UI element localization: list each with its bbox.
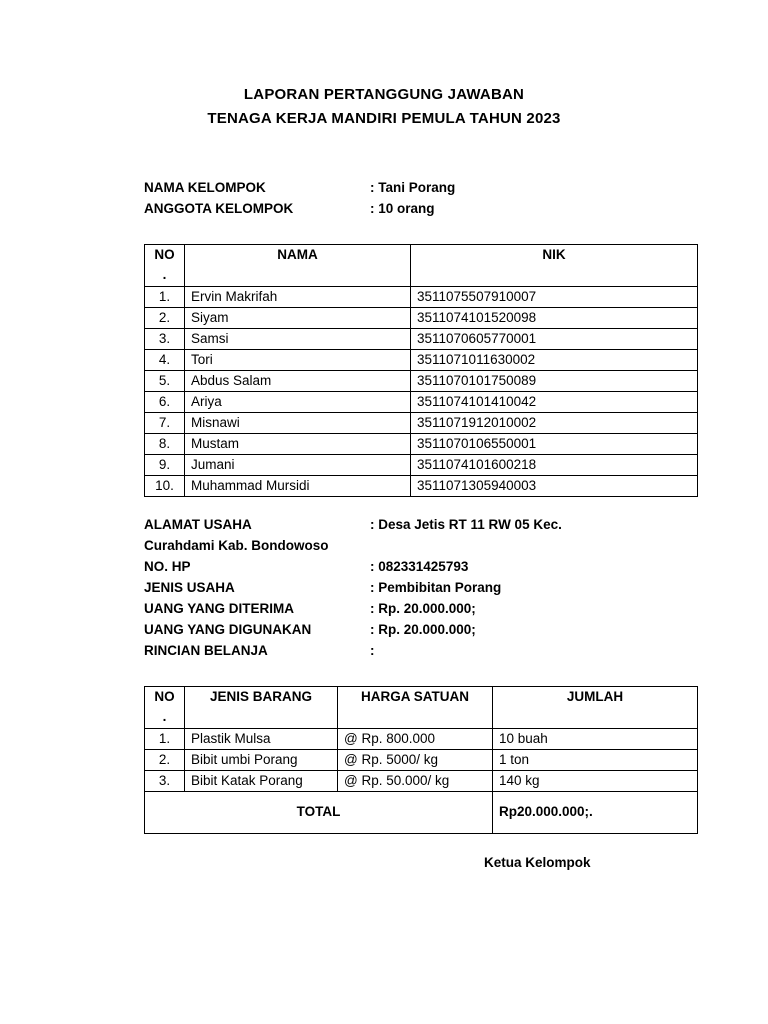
- header-item: JENIS BARANG: [185, 687, 338, 729]
- item-price: @ Rp. 800.000: [338, 729, 493, 750]
- phone-row: [144, 556, 684, 577]
- spending-detail-value: :: [370, 643, 375, 658]
- members-table: [144, 244, 698, 497]
- items-table: [144, 686, 698, 834]
- business-type-row: [144, 577, 684, 598]
- member-name: Abdus Salam: [185, 371, 411, 392]
- address-continuation: Curahdami Kab. Bondowoso: [144, 538, 329, 553]
- member-no: 2.: [145, 308, 185, 329]
- member-no: 8.: [145, 434, 185, 455]
- phone-value: : 082331425793: [370, 559, 469, 574]
- member-row: [145, 434, 698, 455]
- report-subtitle: TENAGA KERJA MANDIRI PEMULA TAHUN 2023: [207, 110, 561, 127]
- address-label: ALAMAT USAHA: [144, 517, 252, 532]
- money-received-row: [144, 598, 684, 619]
- member-row: [145, 308, 698, 329]
- business-type-label: JENIS USAHA: [144, 580, 235, 595]
- total-row: [145, 792, 698, 834]
- group-info: [144, 177, 684, 219]
- member-no: 3.: [145, 329, 185, 350]
- member-no: 1.: [145, 287, 185, 308]
- member-nik: 3511070101750089: [411, 371, 698, 392]
- member-no: 9.: [145, 455, 185, 476]
- business-type-value: : Pembibitan Porang: [370, 580, 502, 595]
- item-price: @ Rp. 50.000/ kg: [338, 771, 493, 792]
- total-value: Rp20.000.000;.: [493, 792, 698, 834]
- member-name: Samsi: [185, 329, 411, 350]
- header-price: HARGA SATUAN: [338, 687, 493, 729]
- header-nik: NIK: [411, 245, 698, 287]
- group-name-value: : Tani Porang: [370, 180, 456, 195]
- member-row: [145, 476, 698, 497]
- header-name: NAMA: [185, 245, 411, 287]
- group-name-row: [144, 177, 684, 198]
- member-nik: 3511074101410042: [411, 392, 698, 413]
- report-title: LAPORAN PERTANGGUNG JAWABAN: [243, 86, 525, 103]
- member-row: [145, 371, 698, 392]
- group-members-label: ANGGOTA KELOMPOK: [144, 201, 294, 216]
- member-nik: 3511075507910007: [411, 287, 698, 308]
- address-cont-row: [144, 535, 684, 556]
- member-row: [145, 350, 698, 371]
- member-nik: 3511071305940003: [411, 476, 698, 497]
- signature-label: Ketua Kelompok: [484, 855, 591, 870]
- group-members-value: : 10 orang: [370, 201, 435, 216]
- item-no: 3.: [145, 771, 185, 792]
- address-value: : Desa Jetis RT 11 RW 05 Kec.: [370, 517, 562, 532]
- item-name: Plastik Mulsa: [185, 729, 338, 750]
- business-info: [144, 514, 684, 661]
- member-name: Mustam: [185, 434, 411, 455]
- member-no: 7.: [145, 413, 185, 434]
- member-nik: 3511074101520098: [411, 308, 698, 329]
- spending-detail-label: RINCIAN BELANJA: [144, 643, 268, 658]
- item-row: [145, 750, 698, 771]
- member-row: [145, 287, 698, 308]
- item-name: Bibit Katak Porang: [185, 771, 338, 792]
- phone-label: NO. HP: [144, 559, 191, 574]
- money-received-value: : Rp. 20.000.000;: [370, 601, 476, 616]
- member-nik: 3511071912010002: [411, 413, 698, 434]
- item-amount: 1 ton: [493, 750, 698, 771]
- address-row: [144, 514, 684, 535]
- member-no: 4.: [145, 350, 185, 371]
- item-amount: 140 kg: [493, 771, 698, 792]
- total-label: TOTAL: [145, 792, 493, 834]
- member-no: 10.: [145, 476, 185, 497]
- member-name: Siyam: [185, 308, 411, 329]
- item-amount: 10 buah: [493, 729, 698, 750]
- item-name: Bibit umbi Porang: [185, 750, 338, 771]
- money-used-label: UANG YANG DIGUNAKAN: [144, 622, 312, 637]
- member-name: Muhammad Mursidi: [185, 476, 411, 497]
- member-row: [145, 455, 698, 476]
- item-row: [145, 729, 698, 750]
- item-row: [145, 771, 698, 792]
- item-no: 1.: [145, 729, 185, 750]
- member-name: Tori: [185, 350, 411, 371]
- money-used-value: : Rp. 20.000.000;: [370, 622, 476, 637]
- member-nik: 3511070605770001: [411, 329, 698, 350]
- item-price: @ Rp. 5000/ kg: [338, 750, 493, 771]
- member-nik: 3511070106550001: [411, 434, 698, 455]
- member-row: [145, 329, 698, 350]
- member-row: [145, 392, 698, 413]
- member-name: Ervin Makrifah: [185, 287, 411, 308]
- member-no: 5.: [145, 371, 185, 392]
- items-header-row: [145, 687, 698, 729]
- money-used-row: [144, 619, 684, 640]
- member-nik: 3511071011630002: [411, 350, 698, 371]
- member-name: Jumani: [185, 455, 411, 476]
- member-name: Misnawi: [185, 413, 411, 434]
- money-received-label: UANG YANG DITERIMA: [144, 601, 295, 616]
- header-amount: JUMLAH: [493, 687, 698, 729]
- group-name-label: NAMA KELOMPOK: [144, 180, 266, 195]
- header-no: NO .: [145, 245, 185, 287]
- member-no: 6.: [145, 392, 185, 413]
- spending-detail-row: [144, 640, 684, 661]
- group-members-row: [144, 198, 684, 219]
- member-nik: 3511074101600218: [411, 455, 698, 476]
- header-no: NO .: [145, 687, 185, 729]
- member-name: Ariya: [185, 392, 411, 413]
- member-row: [145, 413, 698, 434]
- members-header-row: [145, 245, 698, 287]
- item-no: 2.: [145, 750, 185, 771]
